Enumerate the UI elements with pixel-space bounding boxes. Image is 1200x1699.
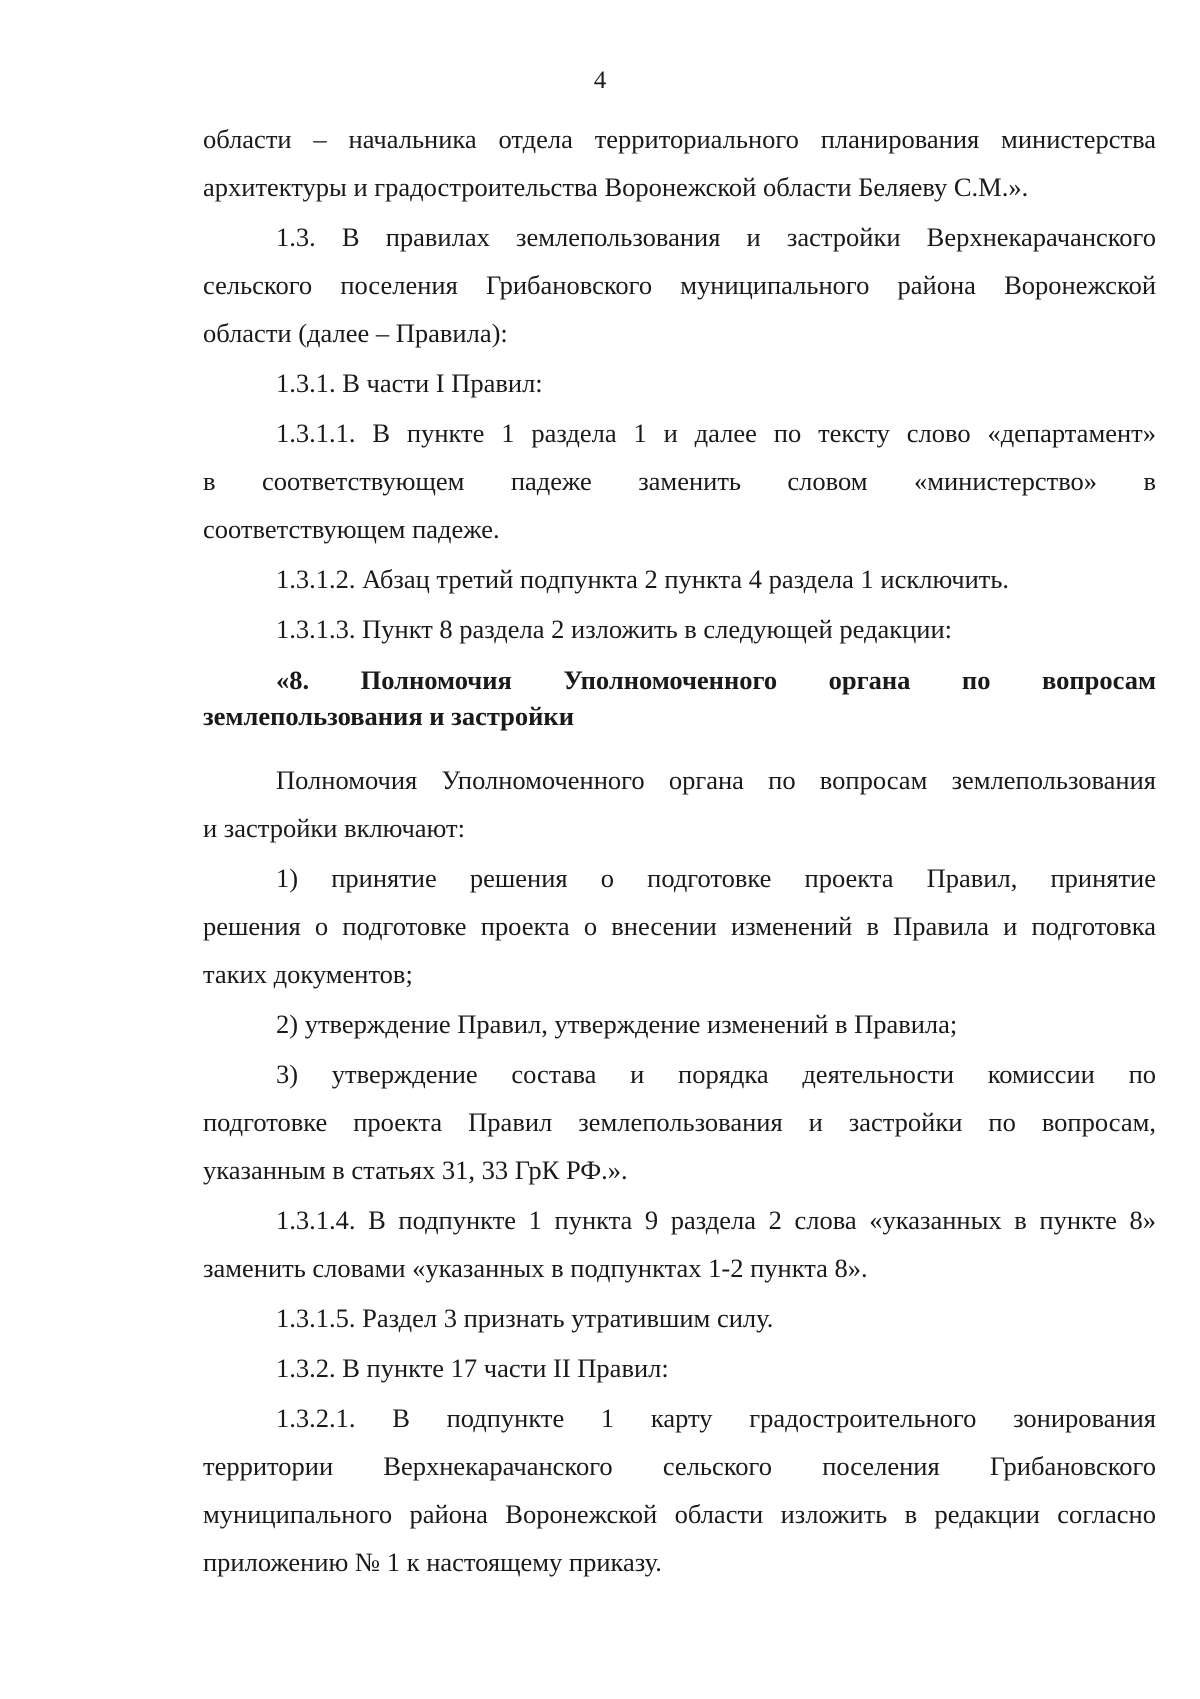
paragraph-1-3-1: 1.3.1. В части I Правил: [276,368,543,398]
document-body [203,115,1156,1586]
paragraph-1-3-2: 1.3.2. В пункте 17 части II Правил: [276,1353,669,1383]
text-line: заменить словами «указанных в подпунктах 1-2 пункта 8». [203,1253,868,1283]
paragraph-1-3-1-4: 1.3.1.4. В подпункте 1 пункта 9 раздела 2 слова «указанных в пункте 8» [276,1205,1156,1235]
paragraph-1-3-1-5: 1.3.1.5. Раздел 3 признать утратившим силу. [276,1303,774,1333]
text-line: соответствующем падеже. [203,514,500,544]
text-line: области – начальника отдела территориального планирования министерства [203,124,1156,154]
paragraph-1-3-1-2: 1.3.1.2. Абзац третий подпункта 2 пункта 4 раздела 1 исключить. [276,564,1010,594]
text-line: и застройки включают: [203,813,465,843]
text-line: приложению № 1 к настоящему приказу. [203,1547,662,1577]
text-line: области (далее – Правила): [203,318,508,348]
text-line: таких документов; [203,959,413,989]
text-line: указанным в статьях 31, 33 ГрК РФ.». [203,1155,628,1185]
paragraph-1-3-1-3: 1.3.1.3. Пункт 8 раздела 2 изложить в следующей редакции: [276,614,953,644]
list-item-1: 1) принятие решения о подготовке проекта Правил, принятие [276,863,1156,893]
section-8-heading: «8. Полномочия Уполномоченного органа по вопросам [276,665,1156,695]
text-line: решения о подготовке проекта о внесении изменений в Правила и подготовка [203,911,1156,941]
section-8-heading-cont: землепользования и застройки [203,701,574,731]
paragraph-1-3-2-1: 1.3.2.1. В подпункте 1 карту градостроительного зонирования [276,1403,1156,1433]
paragraph-1-3-1-1: 1.3.1.1. В пункте 1 раздела 1 и далее по тексту слово «департамент» [276,418,1156,448]
text-line: в соответствующем падеже заменить словом «министерство» в [203,466,1156,496]
text-line: территории Верхнекарачанского сельского поселения Грибановского [203,1451,1156,1481]
text-line: муниципального района Воронежской области изложить в редакции согласно [203,1499,1156,1529]
section-8-intro: Полномочия Уполномоченного органа по вопросам землепользования [276,765,1156,795]
list-item-2: 2) утверждение Правил, утверждение изменений в Правила; [276,1009,958,1039]
paragraph-1-3: 1.3. В правилах землепользования и застройки Верхнекарачанского [276,222,1156,252]
text-line: архитектуры и градостроительства Воронежской области Беляеву С.М.». [203,172,1029,202]
text-line: сельского поселения Грибановского муниципального района Воронежской [203,270,1156,300]
list-item-3: 3) утверждение состава и порядка деятельности комиссии по [276,1059,1156,1089]
text-line: подготовке проекта Правил землепользования и застройки по вопросам, [203,1107,1156,1137]
page-number: 4 [593,67,607,94]
